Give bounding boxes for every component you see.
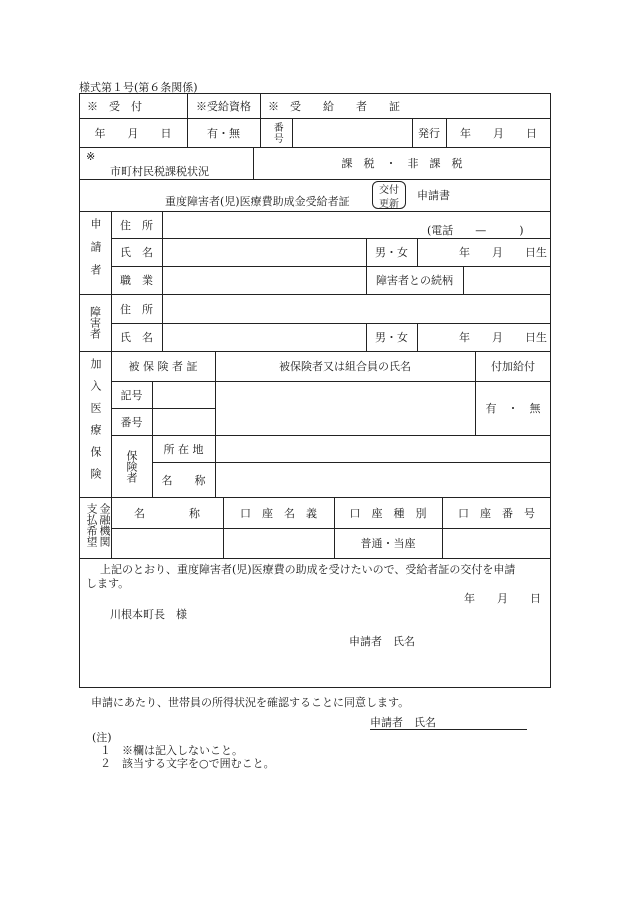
issue-label: 発行 — [418, 126, 440, 140]
disabled-section-label — [79, 294, 111, 351]
disabled-name-label: 氏 名 — [120, 331, 153, 344]
extra-benefit-label: 付加給付 — [491, 360, 535, 373]
statement-signer: 申請者 氏名 — [349, 635, 415, 648]
form-title-suffix: 申請書 — [417, 189, 450, 202]
title-option-issue: 交付 — [379, 185, 399, 196]
applicant-section-label — [79, 211, 111, 294]
tax-mark: ※ — [86, 150, 96, 163]
applicant-phone: (電話 — ) — [427, 224, 524, 237]
statement-date: 年 月 日 — [464, 592, 541, 605]
applicant-relation-label: 障害者との続柄 — [376, 274, 453, 287]
applicant-address-label: 住 所 — [120, 218, 153, 232]
insurance-section-text: 加入医療保険 — [89, 358, 102, 490]
reception-date: 年 月 日 — [94, 126, 172, 140]
certificate-number-label — [260, 118, 292, 147]
insurance-card-label: 被 保 険 者 証 — [128, 360, 198, 373]
note-1: １ ※欄は記入しないこと。 — [100, 744, 243, 757]
applicant-gender: 男・女 — [375, 246, 408, 259]
extra-benefit-yes-no: 有 ・ 無 — [485, 402, 541, 415]
insurance-section-label — [79, 351, 111, 497]
disabled-address-label: 住 所 — [120, 302, 153, 316]
tax-status-value: 課 税 ・ 非 課 税 — [341, 157, 463, 170]
consent-signer: 申請者 氏名 — [370, 716, 436, 729]
applicant-birth: 年 月 日生 — [459, 246, 547, 259]
account-holder-label: 口 座 名 義 — [240, 506, 317, 520]
consent-text: 申請にあたり、世帯員の所得状況を確認することに同意します。 — [91, 696, 410, 709]
applicant-occupation-label: 職 業 — [120, 274, 153, 287]
statement-line1: 上記のとおり、重度障害者(児)医療費の助成を受けたいので、受給者証の交付を申請 — [100, 563, 516, 576]
insurer-location-label: 所 在 地 — [163, 442, 204, 456]
disabled-section-text: 障害者 — [88, 306, 102, 339]
addressee: 川根本町長 様 — [110, 608, 187, 621]
account-type-label: 口 座 種 別 — [349, 506, 427, 520]
note-2: ２ 該当する文字を○で囲むこと。 — [100, 757, 275, 770]
form-label: 様式第１号(第６条関係) — [79, 81, 198, 94]
consent-signature-line — [370, 729, 527, 730]
account-number-label: 口 座 番 号 — [458, 506, 535, 520]
applicant-name-label: 氏 名 — [120, 246, 153, 259]
disabled-gender: 男・女 — [375, 331, 408, 344]
certificate-cell: ※ 受 給 者 証 — [268, 99, 400, 113]
insurer-label — [111, 435, 152, 497]
title-option-renew: 更新 — [379, 199, 399, 210]
disabled-birth: 年 月 日生 — [459, 331, 547, 344]
statement-line2: します。 — [86, 577, 130, 590]
payment-section-text: 支払希望 — [85, 503, 98, 547]
account-type-value: 普通・当座 — [360, 537, 416, 550]
form-title: 重度障害者(児)医療費助成金受給者証 — [165, 195, 350, 208]
insurance-number-label: 番号 — [120, 415, 143, 429]
insurer-name-label: 名 称 — [161, 473, 206, 487]
tax-status-label: 市町村民税課税状況 — [110, 165, 209, 178]
qualification-cell: ※受給資格 — [196, 99, 251, 113]
notes-heading: (注) — [92, 731, 112, 744]
applicant-section-text: 申請者 — [89, 218, 102, 287]
qualification-yes-no: 有・無 — [207, 126, 240, 140]
insurance-holder-label: 被保険者又は組合員の氏名 — [279, 360, 411, 373]
bank-name-label: 名 称 — [134, 506, 200, 520]
reception-cell: ※ 受 付 — [87, 99, 142, 113]
insurer-text: 保険者 — [125, 449, 138, 483]
payment-institution-text: 金融機関 — [98, 503, 111, 547]
insurance-symbol-label: 記号 — [120, 388, 143, 402]
issue-date: 年 月 日 — [460, 126, 537, 140]
certificate-number-text: 番号 — [271, 121, 283, 144]
